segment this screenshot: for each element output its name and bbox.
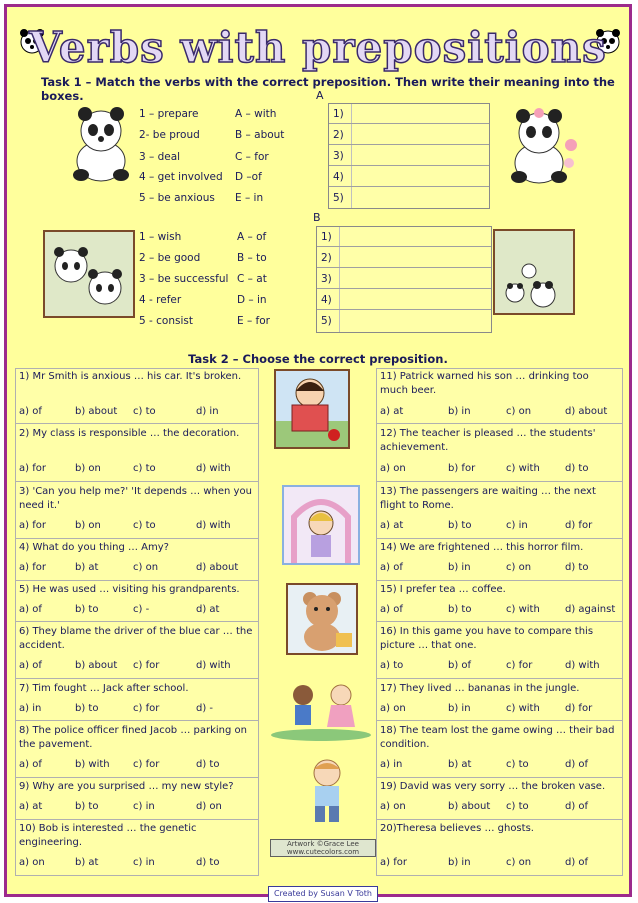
- girl-reading-picture: [274, 369, 350, 449]
- option[interactable]: d) to: [196, 857, 220, 868]
- preposition: E – for: [237, 315, 270, 327]
- option[interactable]: b) for: [448, 463, 476, 474]
- question-text: 11) Patrick warned his son … drinking too much beer.: [380, 371, 589, 396]
- option[interactable]: a) to: [380, 660, 404, 671]
- option[interactable]: d) with: [196, 463, 231, 474]
- option[interactable]: a) of: [19, 406, 42, 417]
- option[interactable]: c) to: [133, 520, 156, 531]
- option[interactable]: b) on: [75, 520, 101, 531]
- verb: 5 - consist: [139, 315, 193, 327]
- option[interactable]: b) about: [75, 660, 118, 671]
- page-title: Verbs with prepositions: [29, 23, 607, 72]
- verb: 4 – get involved: [139, 171, 223, 183]
- pandas-picture: [493, 229, 575, 315]
- answer-box[interactable]: 3): [329, 146, 489, 166]
- question-text: 3) 'Can you help me?' 'It depends … when you need it.': [19, 486, 252, 511]
- option[interactable]: a) of: [19, 604, 42, 615]
- option[interactable]: b) in: [448, 857, 471, 868]
- option[interactable]: c) on: [133, 562, 159, 573]
- option[interactable]: c) with: [506, 703, 540, 714]
- option[interactable]: a) at: [380, 520, 404, 531]
- option[interactable]: c) to: [133, 463, 156, 474]
- option[interactable]: b) at: [448, 759, 472, 770]
- answer-box[interactable]: 2): [329, 125, 489, 145]
- question-text: 19) David was very sorry … the broken vase.: [380, 781, 606, 792]
- option[interactable]: d) of: [565, 801, 589, 812]
- question-text: 4) What do you thing … Amy?: [19, 542, 169, 553]
- option[interactable]: c) for: [133, 660, 160, 671]
- option[interactable]: c) to: [133, 406, 156, 417]
- answer-box[interactable]: 3): [317, 269, 491, 289]
- worksheet: [4, 4, 632, 897]
- question-text: 10) Bob is interested … the genetic engineering.: [19, 823, 197, 848]
- answer-box[interactable]: 1): [329, 104, 489, 124]
- option[interactable]: a) on: [19, 857, 45, 868]
- question-text: 13) The passengers are waiting … the next flight to Rome.: [380, 486, 596, 511]
- question-text: 14) We are frightened … this horror film.: [380, 542, 584, 553]
- option[interactable]: a) at: [19, 801, 43, 812]
- option[interactable]: a) on: [380, 801, 406, 812]
- answer-box[interactable]: 1): [317, 227, 491, 247]
- question-text: 12) The teacher is pleased … the students' achievement.: [380, 428, 596, 453]
- option[interactable]: a) in: [19, 703, 42, 714]
- option[interactable]: d) in: [196, 406, 219, 417]
- preposition: B – about: [235, 129, 285, 141]
- verb: 1 – wish: [139, 231, 182, 243]
- questions-left: [15, 368, 259, 876]
- option[interactable]: b) to: [75, 801, 99, 812]
- option[interactable]: b) with: [75, 759, 110, 770]
- question-text: 2) My class is responsible … the decoration.: [19, 428, 240, 439]
- option[interactable]: c) on: [506, 562, 532, 573]
- verb: 3 – deal: [139, 151, 181, 163]
- option[interactable]: a) for: [19, 520, 46, 531]
- option[interactable]: d) to: [196, 759, 220, 770]
- artwork-credit: Artwork ©Grace Lee www.cutecolors.com: [270, 839, 376, 857]
- question-text: 9) Why are you surprised … my new style?: [19, 781, 234, 792]
- preposition: A – of: [237, 231, 267, 243]
- task2-instruction: Task 2 – Choose the correct preposition.: [188, 352, 448, 366]
- answer-box[interactable]: 5): [333, 192, 344, 204]
- option[interactable]: a) for: [19, 562, 46, 573]
- option[interactable]: b) about: [75, 406, 118, 417]
- preposition: B – to: [237, 252, 267, 264]
- verb: 2 – be good: [139, 252, 201, 264]
- answer-box[interactable]: 2): [317, 248, 491, 268]
- preposition: A – with: [235, 108, 277, 120]
- option[interactable]: d) with: [196, 520, 231, 531]
- preposition: D – in: [237, 294, 267, 306]
- question-text: 15) I prefer tea … coffee.: [380, 584, 506, 595]
- question-text: 5) He was used … visiting his grandparents.: [19, 584, 240, 595]
- option[interactable]: d) with: [565, 660, 600, 671]
- option[interactable]: d) about: [565, 406, 608, 417]
- option[interactable]: a) in: [380, 759, 403, 770]
- verb: 2- be proud: [139, 129, 200, 141]
- option[interactable]: b) on: [75, 463, 101, 474]
- question-text: 18) The team lost the game owing … their bad condition.: [380, 725, 615, 750]
- question-text: 16) In this game you have to compare this picture … that one.: [380, 626, 594, 651]
- option[interactable]: b) at: [75, 562, 99, 573]
- option[interactable]: b) to: [75, 703, 99, 714]
- option[interactable]: d) about: [196, 562, 239, 573]
- answer-boxes-a: [328, 103, 490, 209]
- answer-box[interactable]: 4): [317, 290, 491, 310]
- option[interactable]: c) for: [133, 703, 160, 714]
- option[interactable]: b) at: [75, 857, 99, 868]
- option[interactable]: d) of: [565, 857, 589, 868]
- option[interactable]: b) in: [448, 562, 471, 573]
- preposition: E – in: [235, 192, 264, 204]
- option[interactable]: c) to: [506, 801, 529, 812]
- option[interactable]: c) for: [133, 759, 160, 770]
- option[interactable]: a) at: [380, 406, 404, 417]
- option[interactable]: c) in: [506, 520, 528, 531]
- option[interactable]: a) for: [19, 463, 46, 474]
- preposition: D –of: [235, 171, 262, 183]
- preposition: C – for: [235, 151, 269, 163]
- option[interactable]: b) to: [448, 520, 472, 531]
- verb: 5 – be anxious: [139, 192, 215, 204]
- question-text: 17) They lived … bananas in the jungle.: [380, 683, 580, 694]
- option[interactable]: d) of: [565, 759, 589, 770]
- pandas-picture: [43, 230, 135, 318]
- question-text: 7) Tim fought … Jack after school.: [19, 683, 189, 694]
- teddy-bear-picture: [286, 583, 358, 655]
- option[interactable]: c) for: [506, 660, 533, 671]
- option[interactable]: b) about: [448, 801, 491, 812]
- option[interactable]: d) with: [196, 660, 231, 671]
- option[interactable]: c) on: [506, 406, 532, 417]
- verb: 3 – be successful: [139, 273, 229, 285]
- girl-in-arch-picture: [282, 485, 360, 565]
- option[interactable]: a) of: [380, 604, 403, 615]
- option[interactable]: c) with: [506, 604, 540, 615]
- option[interactable]: a) of: [19, 660, 42, 671]
- option[interactable]: b) of: [448, 660, 472, 671]
- panda-with-flowers-illustration: [503, 105, 583, 187]
- option[interactable]: a) of: [19, 759, 42, 770]
- option[interactable]: b) to: [448, 604, 472, 615]
- option[interactable]: a) of: [380, 562, 403, 573]
- option[interactable]: d) -: [196, 703, 214, 714]
- option[interactable]: d) to: [565, 562, 589, 573]
- question-text: 20)Theresa believes … ghosts.: [380, 823, 534, 834]
- option[interactable]: c) to: [506, 759, 529, 770]
- preposition: C – at: [237, 273, 267, 285]
- option[interactable]: d) against: [565, 604, 616, 615]
- option[interactable]: b) in: [448, 703, 471, 714]
- answer-box[interactable]: 5): [321, 315, 332, 327]
- option[interactable]: b) in: [448, 406, 471, 417]
- option[interactable]: a) on: [380, 703, 406, 714]
- question-text: 1) Mr Smith is anxious … his car. It's broken.: [19, 371, 242, 382]
- boy-illustration: [297, 757, 357, 827]
- answer-boxes-b: [316, 226, 492, 333]
- option[interactable]: c) in: [133, 801, 155, 812]
- answer-box[interactable]: 4): [329, 167, 489, 187]
- verb: 1 – prepare: [139, 108, 199, 120]
- task1-instruction: Task 1 – Match the verbs with the correct preposition. Then write their meaning into the boxes.: [41, 75, 615, 103]
- verb: 4 - refer: [139, 294, 182, 306]
- section-a-label: A: [316, 89, 324, 102]
- option[interactable]: d) at: [196, 604, 220, 615]
- option[interactable]: c) with: [506, 463, 540, 474]
- question-text: 6) They blame the driver of the blue car … the accident.: [19, 626, 253, 651]
- option[interactable]: a) for: [380, 857, 407, 868]
- two-kids-illustration: [269, 681, 373, 741]
- option[interactable]: a) on: [380, 463, 406, 474]
- option[interactable]: c) on: [506, 857, 532, 868]
- option[interactable]: b) to: [75, 604, 99, 615]
- section-b-label: B: [313, 211, 321, 224]
- panda-illustration: [65, 103, 137, 185]
- option[interactable]: d) for: [565, 703, 593, 714]
- option[interactable]: d) for: [565, 520, 593, 531]
- option[interactable]: d) to: [565, 463, 589, 474]
- question-text: 8) The police officer fined Jacob … parking on the pavement.: [19, 725, 247, 750]
- option[interactable]: c) in: [133, 857, 155, 868]
- option[interactable]: d) on: [196, 801, 222, 812]
- option[interactable]: c) -: [133, 604, 150, 615]
- created-by-credit: Created by Susan V Toth: [268, 886, 378, 902]
